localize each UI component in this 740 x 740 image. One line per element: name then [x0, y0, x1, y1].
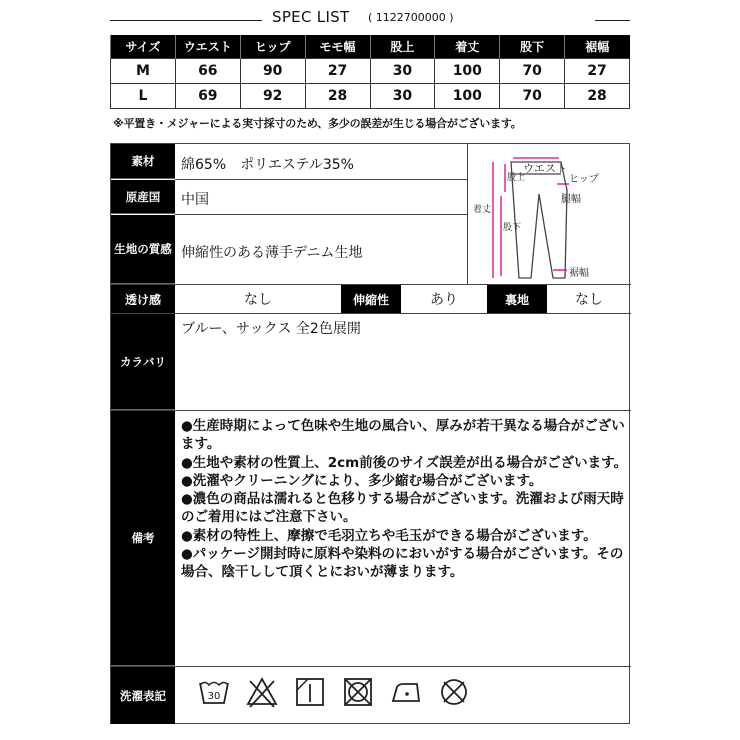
lining-value: なし — [575, 292, 603, 308]
size-table — [110, 35, 630, 109]
table-cell: 27 — [305, 58, 370, 83]
line-dry-shade-icon — [293, 675, 327, 709]
column-header: サイズ — [111, 35, 176, 58]
column-header: 着丈 — [435, 35, 500, 58]
hip-label: ヒップ — [569, 174, 599, 185]
no-bleach-icon — [245, 675, 279, 709]
hem-label: 裾幅 — [569, 268, 589, 279]
table-cell: 28 — [565, 83, 630, 108]
diagram-divider — [467, 144, 468, 284]
table-cell: 30 — [370, 83, 435, 108]
rise-label: 股上 — [507, 173, 526, 183]
origin-label: 原産国 — [111, 180, 175, 214]
table-cell: 66 — [175, 58, 240, 83]
texture-label: 生地の質感 — [111, 215, 175, 284]
remark-item: ●パッケージ開封時に原料や染料のにおいがする場合がございます。その場合、陰干しして頂くとにおいが薄まります。 — [181, 546, 624, 581]
column-header: 股上 — [370, 35, 435, 58]
spec-details-box — [110, 143, 630, 724]
table-cell: 69 — [175, 83, 240, 108]
stretch-label: 伸縮性 — [341, 285, 401, 313]
colors-value: ブルー、サックス 全2色展開 — [181, 321, 361, 337]
stretch-value: あり — [430, 292, 458, 308]
row-divider — [111, 313, 631, 314]
see-through-label: 透け感 — [111, 285, 175, 313]
title-rule-left — [110, 20, 262, 21]
column-header: 股下 — [500, 35, 565, 58]
table-cell: 100 — [435, 58, 500, 83]
no-tumble-dry-icon — [341, 675, 375, 709]
pants-measurement-diagram — [473, 150, 623, 282]
table-cell: 28 — [305, 83, 370, 108]
material-value: 綿65% ポリエステル35% — [181, 157, 354, 173]
length-label: 着丈 — [473, 205, 492, 215]
table-row — [111, 58, 630, 83]
column-header: モモ幅 — [305, 35, 370, 58]
material-label: 素材 — [111, 144, 175, 179]
row-divider — [175, 214, 467, 215]
column-header: 裾幅 — [565, 35, 630, 58]
table-cell: 92 — [240, 83, 305, 108]
lining-label: 裏地 — [487, 285, 547, 313]
colors-label: カラバリ — [111, 314, 175, 410]
measurement-note: ※平置き・メジャーによる実寸採寸のため、多少の誤差が生じる場合がございます。 — [113, 117, 522, 130]
table-cell: 100 — [435, 83, 500, 108]
table-cell: 27 — [565, 58, 630, 83]
table-cell: 70 — [500, 58, 565, 83]
texture-value: 伸縮性のある薄手デニム生地 — [181, 245, 363, 261]
see-through-value: なし — [244, 292, 272, 308]
page-title: SPEC LIST — [272, 8, 350, 26]
title-rule-right — [595, 20, 630, 21]
remark-item: ●生地や素材の性質上、2cm前後のサイズ誤差が出る場合がございます。 — [181, 454, 628, 471]
spec-list-header — [110, 8, 630, 32]
wash-temp-text: 30 — [207, 691, 221, 702]
remark-item: ●濃色の商品は濡れると色移りする場合がございます。洗濯および雨天時のご着用にはご注意下さい。 — [181, 491, 624, 526]
iron-low-icon — [389, 675, 423, 709]
row-divider — [175, 179, 467, 180]
row-divider — [111, 666, 631, 667]
table-row — [111, 83, 630, 108]
remarks-label: 備考 — [111, 411, 175, 666]
product-code: ( 1122700000 ) — [368, 11, 454, 24]
care-icons-row — [197, 675, 471, 709]
thigh-label: 腿幅 — [561, 194, 581, 205]
table-cell: L — [111, 83, 176, 108]
remark-item: ●生産時期によって色味や生地の風合い、厚みが若干異なる場合がございます。 — [181, 418, 625, 453]
inseam-label: 股下 — [503, 223, 522, 233]
table-cell: M — [111, 58, 176, 83]
waist-label: ウエスト — [523, 162, 567, 175]
size-table-header — [111, 35, 630, 58]
no-dry-clean-icon — [437, 675, 471, 709]
row-divider — [111, 410, 631, 411]
table-cell: 70 — [500, 83, 565, 108]
origin-value: 中国 — [181, 192, 209, 208]
remark-item: ●素材の特性上、摩擦で毛羽立ちや毛玉ができる場合がございます。 — [181, 527, 597, 544]
column-header: ウエスト — [175, 35, 240, 58]
table-cell: 30 — [370, 58, 435, 83]
column-header: ヒップ — [240, 35, 305, 58]
remark-item: ●洗濯やクリーニングにより、多少縮む場合がございます。 — [181, 472, 543, 489]
table-cell: 90 — [240, 58, 305, 83]
wash-30-icon — [197, 675, 231, 709]
remarks-list — [181, 417, 629, 582]
care-label: 洗濯表記 — [111, 667, 175, 724]
